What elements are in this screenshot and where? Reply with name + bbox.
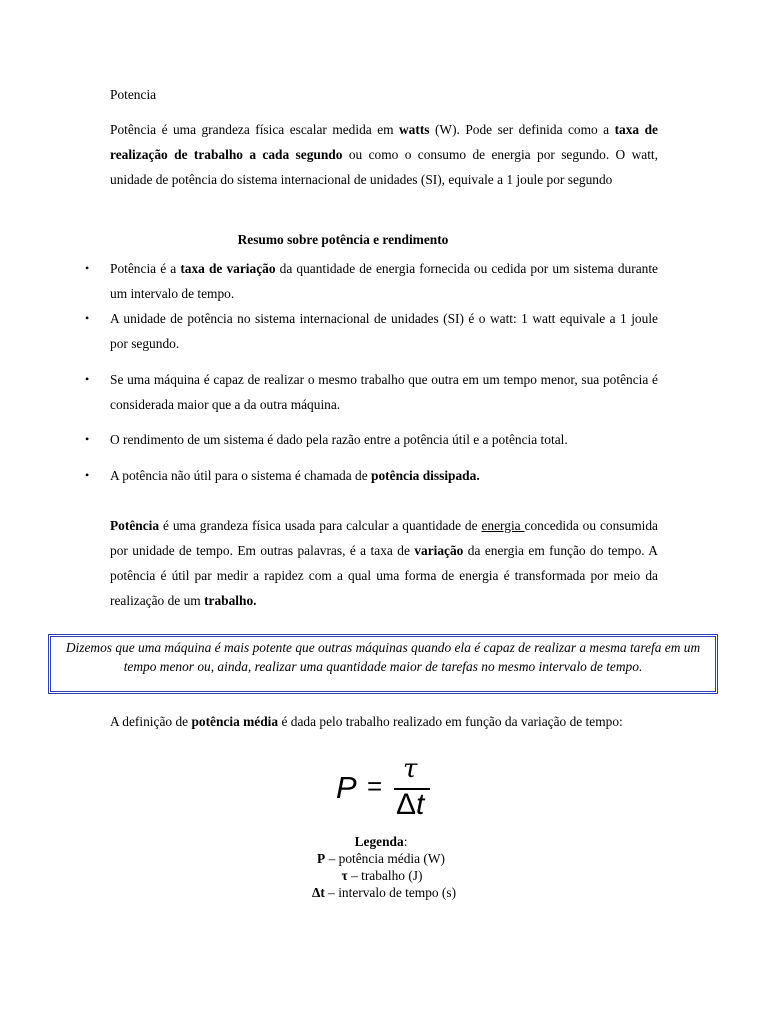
definition-paragraph	[110, 712, 660, 731]
bullet-text: Potência é a	[110, 261, 181, 276]
callout-box	[48, 634, 718, 694]
def-bold-potencia-media: potência média	[191, 714, 279, 729]
formula-delta: Δ	[396, 788, 417, 821]
bullet-text: A potência não útil para o sistema é chamada de	[110, 468, 372, 483]
formula-equals: =	[367, 771, 383, 801]
formula-legend	[0, 833, 768, 901]
bullet-symbol: •	[85, 468, 90, 482]
formula-numerator: τ	[403, 754, 418, 784]
p2-text-2: concedida ou consumida por unidade de tempo. Em outras palavras, é a taxa de	[110, 518, 658, 558]
bullet-item	[85, 256, 659, 306]
legend-item	[0, 884, 768, 901]
bullet-symbol: •	[85, 311, 90, 325]
legend-title-row	[0, 833, 765, 850]
bullet-symbol: •	[85, 261, 90, 275]
power-formula	[336, 754, 446, 828]
bullet-item	[85, 367, 658, 417]
formula-t: t	[416, 788, 425, 821]
summary-title: Resumo sobre potência e rendimento	[237, 232, 449, 247]
bullet-item	[85, 306, 658, 356]
legend-item	[0, 867, 766, 884]
legend-title: Legenda	[354, 834, 404, 849]
p2-text-1: é uma grandeza física usada para calcular a quantidade de	[159, 518, 482, 533]
bullet-symbol: •	[85, 372, 90, 386]
def-text-1: A definição de	[110, 714, 192, 729]
bullet-text: O rendimento de um sistema é dado pela razão entre a potência útil e a potência total.	[110, 432, 568, 447]
power-paragraph	[110, 513, 658, 613]
bullet-text: da quantidade de energia fornecida ou cedida por um sistema durante um intervalo de tempo.	[110, 261, 659, 301]
legend-description: – potência média (W)	[325, 851, 445, 866]
bullet-item	[85, 463, 658, 488]
intro-bold-watts: watts	[399, 122, 430, 137]
legend-symbol: P	[317, 851, 326, 866]
intro-bold-definition: taxa de realização de trabalho a cada segundo	[110, 122, 658, 162]
formula-denominator	[396, 788, 424, 822]
legend-colon: :	[403, 834, 408, 849]
energia-link[interactable]: energia	[481, 518, 525, 533]
document-heading: Potencia	[110, 87, 157, 102]
bullet-bold-text: taxa de variação	[180, 261, 276, 276]
def-text-2: é dada pelo trabalho realizado em função da variação de tempo:	[278, 714, 623, 729]
intro-text-1: Potência é uma grandeza física escalar medida em	[110, 122, 400, 137]
intro-paragraph	[110, 117, 658, 192]
legend-description: – intervalo de tempo (s)	[324, 885, 457, 900]
bullet-item	[85, 427, 658, 452]
legend-symbol: τ	[341, 868, 348, 883]
intro-text-2: (W). Pode ser definida como a	[429, 122, 615, 137]
p2-bold-trabalho: trabalho.	[204, 593, 257, 608]
legend-description: – trabalho (J)	[347, 868, 423, 883]
legend-symbol: Δt	[311, 885, 325, 900]
formula-lhs: P	[336, 770, 357, 805]
bullet-text: A unidade de potência no sistema internacional de unidades (SI) é o watt: 1 watt equivale a 1 joule por segundo.	[110, 311, 658, 351]
legend-item	[0, 850, 765, 867]
p2-bold-variacao: variação	[414, 543, 464, 558]
p2-bold-potencia: Potência	[110, 518, 160, 533]
bullet-symbol: •	[85, 432, 90, 446]
bullet-bold-text: potência dissipada.	[371, 468, 480, 483]
intro-text-3: ou como o consumo de energia por segundo. O watt, unidade de potência do sistema internacional de unidades (SI), equivale a 1 joule por segundo	[110, 147, 658, 187]
bullet-text: Se uma máquina é capaz de realizar o mesmo trabalho que outra em um tempo menor, sua potência é considerada maior que a da outra máquina.	[110, 372, 658, 412]
callout-text: Dizemos que uma máquina é mais potente que outras máquinas quando ela é capaz de realizar a mesma tarefa em um tempo menor ou, ainda, realizar uma quantidade maior de tarefas no mesmo intervalo de tempo.	[65, 640, 701, 674]
p2-text-3: da energia em função do tempo. A potência é útil par medir a rapidez com a qual uma forma de energia é transformada por meio da realização de um	[110, 543, 658, 608]
